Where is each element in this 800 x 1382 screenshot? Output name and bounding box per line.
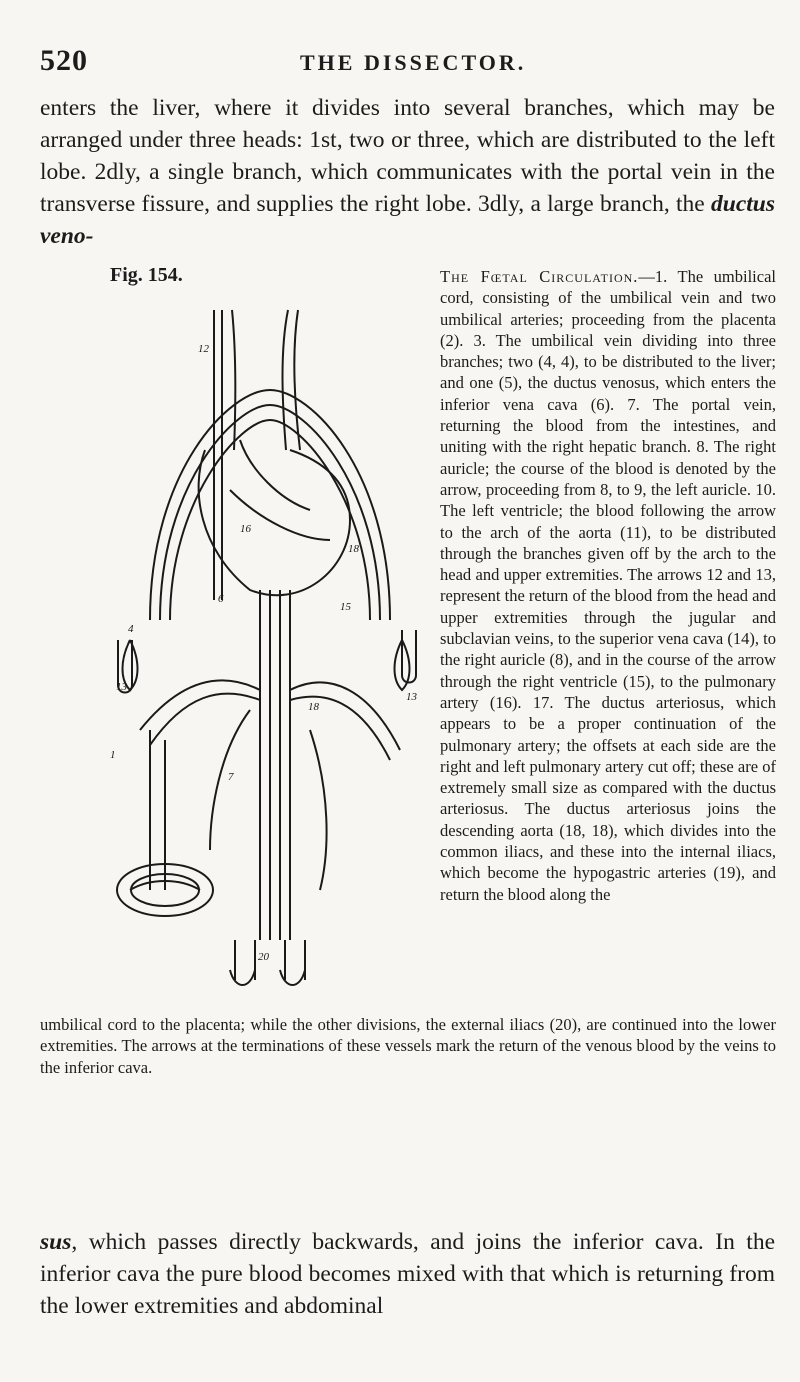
paragraph-2 — [40, 1226, 775, 1322]
figure-caption — [440, 266, 776, 905]
figure-number: 18 — [348, 543, 359, 555]
paragraph-1-text: enters the liver, where it divides into several branches, which may be arranged under three heads: 1st, two or three, which are distributed to the left lobe. 2dly, a single branch, which communicates with the portal vein in the transverse fissure, and supplies the right lobe. 3dly, a large branch, the — [40, 95, 775, 217]
caption-heading: The Fœtal Circulation. — [440, 267, 639, 286]
figure-number: 20 — [258, 951, 269, 963]
paragraph-1 — [40, 92, 775, 252]
figure-number: 16 — [240, 523, 251, 535]
figure-caption-continuation: umbilical cord to the placenta; while the other divisions, the external iliacs (20), are continued into the lower extremities. The arrows at the terminations of these vessels mark the return of the venous blood by the veins to the inferior cava. — [40, 1015, 776, 1077]
figure-number: 4 — [128, 623, 134, 635]
figure-number: 6 — [218, 593, 224, 605]
running-head: THE DISSECTOR. — [300, 50, 527, 75]
figure-number: 12 — [198, 343, 209, 355]
paragraph-2-text: , which passes directly backwards, and joins the inferior cava. In the inferior cava the pure blood becomes mixed with that which is returning from the lower extremities and abdominal — [40, 1229, 775, 1319]
caption-text: —1. The umbilical cord, consisting of the umbilical vein and two umbilical arteries; proceeding from the placenta (2). 3. The umbilical vein dividing into three branches; two (4, 4), to be distributed to the liver; and one (5), the ductus venosus, which enters the inferior vena cava (6). 7. The portal vein, returning the blood from the intestines, and uniting with the right hepatic branch. 8. The right auricle; the course of the blood is denoted by the arrow, proceeding from 8, to 9, the left auricle. 10. The left ventricle; the blood following the arrow to the arch of the aorta (11), to be distributed through the branches given off by the arch to the head and upper extremities. The arrows 12 and 13, represent the return of the blood from the head and upper extremities through the jugular and subclavian veins, to the superior vena cava (14), to the right auricle (8), and in the course of the arrow through the right ventricle (15), to the pulmonary artery (16). 17. The ductus arteriosus, which appears to be a proper continuation of the pulmonary artery; the offsets at each side are the right and left pulmonary artery cut off; these are of extremely small size as compared with the ductus arteriosus. The ductus arteriosus joins the descending aorta (18, 18), which divides into the common iliacs, and these into the internal iliacs, which become the hypogastric arteries (19), and return the blood along the — [440, 267, 776, 904]
paragraph-1-italic: ductus veno- — [40, 191, 775, 249]
figure-label: Fig. 154. — [110, 264, 183, 286]
figure-number: 13 — [406, 691, 417, 703]
figure-number: 15 — [340, 601, 351, 613]
fetal-circulation-figure — [110, 290, 430, 992]
figure-number: 1 — [110, 749, 116, 761]
figure-number: 13 — [116, 681, 127, 693]
paragraph-2-italic: sus — [40, 1229, 72, 1255]
page-number: 520 — [40, 44, 88, 77]
page-header — [40, 44, 760, 84]
figure-number: 18 — [308, 701, 319, 713]
figure-number: 7 — [228, 771, 234, 783]
